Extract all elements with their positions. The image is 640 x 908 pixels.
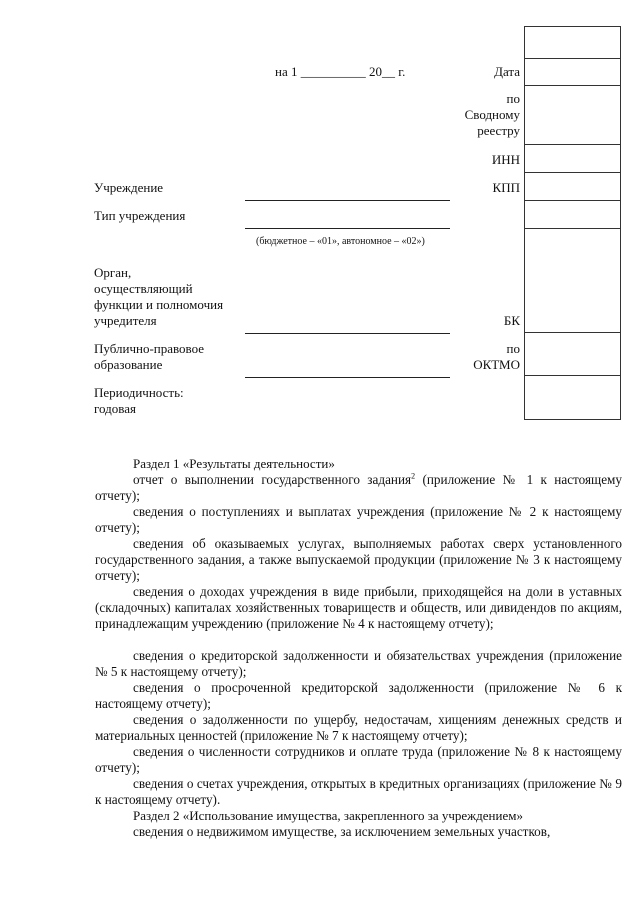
oktmo-label-line1: по [506,341,520,356]
institution-type-hint: (бюджетное – «01», автономное – «02») [256,236,425,247]
public-entity-label-line2: образование [94,357,163,372]
founder-label-line4: учредителя [94,313,157,328]
codes-cell-type [525,200,620,228]
founder-label-line3: функции и полномочия [94,297,224,312]
inn-label: ИНН [491,152,520,167]
codes-cell-oktmo [525,332,620,375]
registry-label-line1: по [506,91,520,106]
list-item-appendix-9: сведения о счетах учреждения, открытых в кредитных организациях (приложение № 9 к настоящему отчету). [95,776,622,807]
public-entity-underline [245,377,450,378]
registry-label-line2: Сводному [464,107,520,122]
founder-label-line2: осуществляющий [94,281,193,296]
periodicity-label-line1: Периодичность: [94,385,184,400]
codes-cell-registry [525,85,620,144]
registry-label-line3: реестру [477,123,520,138]
list-item-appendix-7: сведения о задолженности по ущербу, недостачам, хищениям денежных средств и материальных ценностей (приложение № 7 к настоящему отчету); [95,712,622,743]
list-item-appendix-4: сведения о доходах учреждения в виде прибыли, приходящейся на доли в уставных (складочных) капиталах хозяйственных товариществ и обществ, или дивидендов по акциям, принадлежащим учреждению (приложение № 4 к настоящему отчету); [95,584,622,631]
codes-cell-form [525,27,620,58]
list-item-appendix-1 [95,472,622,504]
institution-underline [245,200,450,201]
periodicity-label-line2: годовая [94,401,136,416]
section2-title: Раздел 2 «Использование имущества, закрепленного за учреждением» [133,808,523,823]
section1-title: Раздел 1 «Результаты деятельности» [133,456,335,471]
list-item-appendix-8: сведения о численности сотрудников и оплате труда (приложение № 8 к настоящему отчету); [95,744,622,775]
report-date-line: на 1 __________ 20__ г. [275,64,406,79]
founder-underline [245,333,450,334]
list-item-appendix-2: сведения о поступлениях и выплатах учреждения (приложение № 2 к настоящему отчету); [95,504,622,535]
institution-type-underline [245,228,450,229]
codes-cell-inn [525,144,620,172]
codes-cell-kpp [525,172,620,200]
codes-cell-date [525,58,620,85]
list-item-real-estate: сведения о недвижимом имуществе, за исключением земельных участков, [133,824,551,839]
codes-table [524,26,621,420]
codes-cell-bk [525,228,620,332]
public-entity-label-line1: Публично-правовое [94,341,205,356]
founder-label-line1: Орган, [94,265,132,280]
appendix-1-text-b: (приложение № 1 к настоящему отчету); [95,472,622,503]
oktmo-label-line2: ОКТМО [473,357,520,372]
footnote-marker: 2 [411,471,416,481]
list-item-appendix-5: сведения о кредиторской задолженности и обязательствах учреждения (приложение № 5 к настоящему отчету); [95,648,622,679]
kpp-label: КПП [492,180,520,195]
institution-type-label: Тип учреждения [94,208,186,223]
codes-cell-periodicity [525,375,620,419]
institution-label: Учреждение [94,180,164,195]
date-label: Дата [494,64,520,79]
list-item-appendix-3: сведения об оказываемых услугах, выполняемых работах сверх установленного государственного задания, а также выпускаемой продукции (приложение № 3 к настоящему отчету); [95,536,622,583]
appendix-1-text-a: отчет о выполнении государственного задания [133,472,412,487]
bk-label: БК [503,313,520,328]
list-item-appendix-6: сведения о просроченной кредиторской задолженности (приложение № 6 к настоящему отчету); [95,680,622,711]
